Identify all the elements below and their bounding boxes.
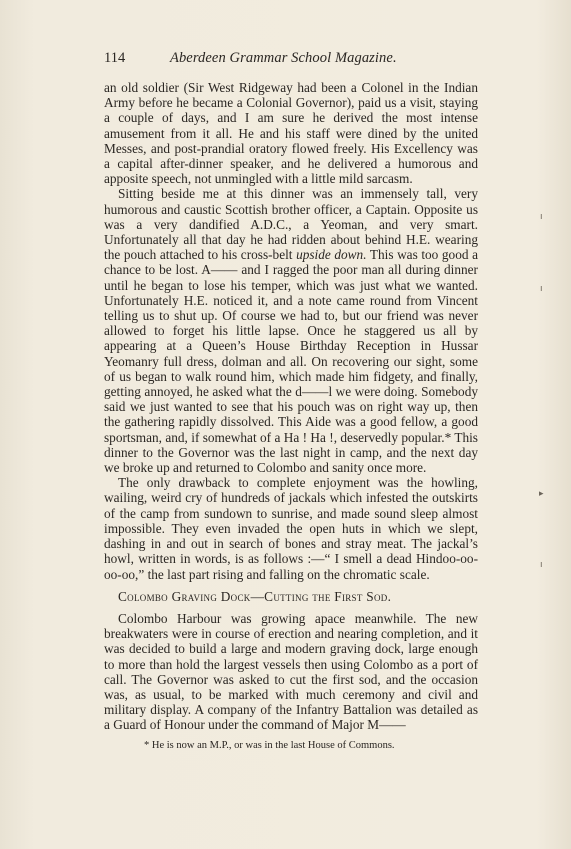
paragraph-2 [104, 186, 478, 475]
paragraph-3: The only drawback to complete enjoyment was the howling, wailing, weird cry of hundreds of jackals which infested the outskirts of the camp from sundown to sunrise, and made sound sleep almost impossible. They even invaded the open huts in which we slept, dashing in and out in search of bones and stray meat. The jackal’s howl, written in words, is as follows :—“ I smell a dead Hindoo-oo-oo-oo,” the last part rising and falling on the chromatic scale. [104, 475, 478, 582]
footnote: * He is now an M.P., or was in the last House of Commons. [144, 739, 395, 751]
paragraph-2-text-before: Sitting beside me at this dinner was an immensely tall, very humorous and caustic Scottish brother officer, a Captain. Opposite us was a very dandified A.D.C., a Yeoman, and very smart. Unfortunately all that day he had ridden about behind H.E. wearing the pouch attached to his cross-belt [104, 186, 478, 263]
margin-speck: ı [540, 284, 543, 294]
paragraph-2-text-after: This was too good a chance to be lost. A—— and I ragged the poor man all during dinner until he began to lose his temper, which was just what we wanted. Unfortunately H.E. noticed it, and a note came round from Vincent telling us to shut up. Of course we had to, but our friend was never allowed to forget his little lapse. Once he staggered us all by appearing at a Queen’s House Birthday Reception in Hussar Yeomanry full dress, dolman and all. On recovering our sight, some of us began to walk round him, which made him fidgety, and finally, getting annoyed, he asked what the d——l we were doing. Somebody said we just wanted to see that his pouch was on right way up, then the gathering rapidly dissolved. This Aide was a good fellow, a good sportsman, and, if somewhat of a Ha ! Ha !, deservedly popular.* This dinner to the Governor was the last night in camp, and the next day we broke up and returned to Colombo and sanity once more. [104, 247, 478, 476]
section-heading: Colombo Graving Dock—Cutting the First Sod. [118, 588, 392, 604]
running-title: Aberdeen Grammar School Magazine. [170, 50, 397, 66]
margin-speck: ı [540, 560, 543, 570]
paragraph-2-emphasis: upside down. [296, 247, 367, 263]
page-header [104, 50, 478, 67]
page-number: 114 [104, 50, 126, 66]
page-body [104, 80, 478, 752]
paragraph-4: Colombo Harbour was growing apace meanwhile. The new breakwaters were in course of erection and nearing completion, and it was decided to build a large and modern graving dock, large enough to more than hold the largest vessels then using Colombo as a port of call. The Governor was asked to cut the first sod, and the occasion was, as usual, to be marked with much ceremony and civil and military display. A company of the Infantry Battalion was detailed as a Guard of Honour under the command of Major M—— [104, 610, 478, 733]
margin-speck: ı [540, 212, 543, 222]
margin-speck: ▸ [539, 489, 544, 499]
paragraph-1: an old soldier (Sir West Ridgeway had been a Colonel in the Indian Army before he became a Colonial Governor), paid us a visit, staying a couple of days, and I am sure he derived the most intense amusement from it all. He and his staff were dined by the united Messes, and post-prandial oratory flowed freely. His Excellency was a capital after-dinner speaker, and he delivered a humorous and apposite speech, not unmingled with a little mild sarcasm. [104, 80, 478, 187]
